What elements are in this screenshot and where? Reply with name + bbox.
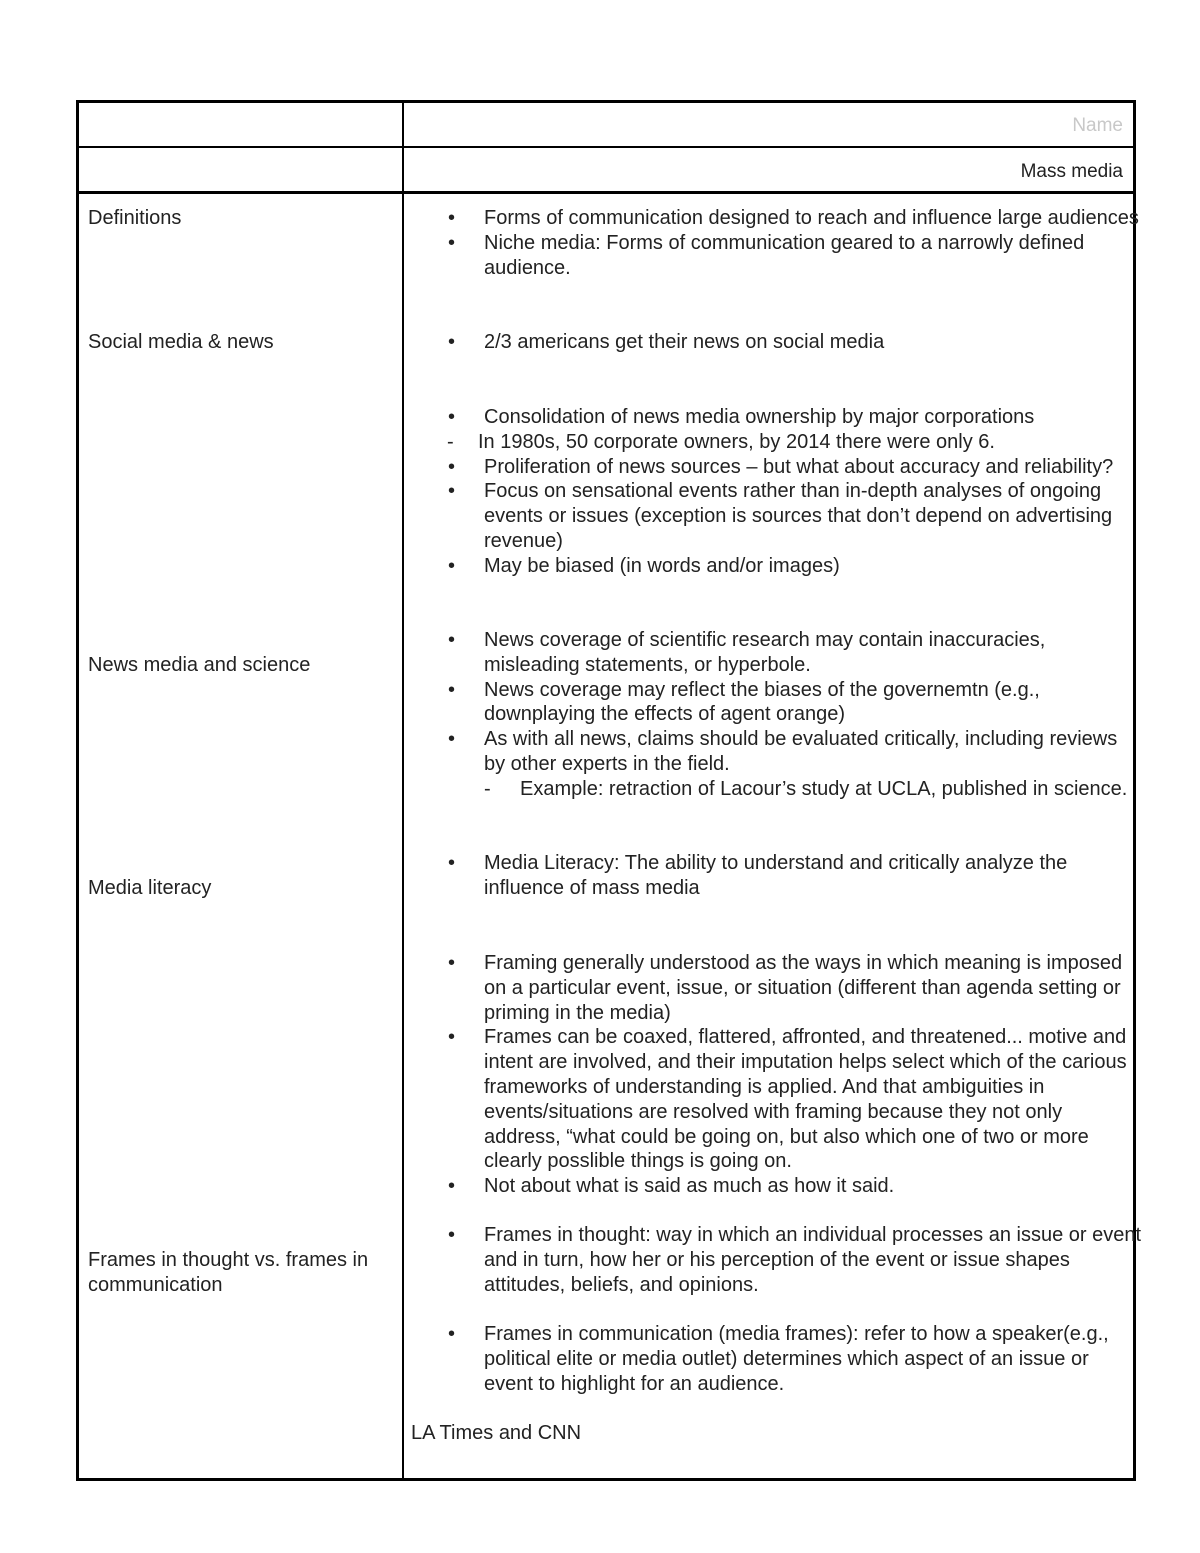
bullet: •: [448, 331, 456, 353]
list-item: • Consolidation of news media ownership by major corporations: [448, 406, 1035, 428]
bullet: •: [448, 852, 456, 874]
list-item: • News coverage of scientific research may contain inaccuracies, misleading statements, or hyperbole.: [448, 629, 1046, 676]
notes-table: [76, 100, 1142, 1481]
label-definitions: Definitions: [88, 207, 182, 229]
science-notes: [442, 628, 1142, 802]
list-item: • As with all news, claims should be evaluated critically, including reviews by other experts in the field.: [448, 728, 1118, 775]
bullet: •: [448, 1224, 456, 1246]
list-item: • Focus on sensational events rather than in-depth analyses of ongoing events or issues (exception is sources that don’t depend on advertising revenue): [448, 480, 1113, 552]
list-item: • Proliferation of news sources – but what about accuracy and reliability?: [448, 455, 1114, 478]
label-news-science: News media and science: [88, 654, 311, 676]
framing-notes: [442, 951, 1142, 1199]
list-item: • Frames can be coaxed, flattered, affronted, and threatened... motive and intent are involved, and their imputation helps select which of the carious frameworks of understanding is applied. And that ambiguities in events/situations are resolved with framing because they not only address, “what could be going on, but also which one of two or more clearly posslible things is going on.: [448, 1026, 1127, 1173]
row-divider: [79, 191, 1133, 194]
label-social-media: Social media & news: [88, 331, 274, 353]
frames-thought-notes: [442, 1223, 1142, 1297]
list-item: • Not about what is said as much as how it said.: [448, 1175, 895, 1198]
bullet: •: [448, 1175, 456, 1198]
bullet: •: [448, 554, 456, 577]
social-media-notes: [442, 330, 1142, 355]
sub-item: - Example: retraction of Lacour’s study at UCLA, published in science.: [484, 777, 1128, 800]
list-item: • Niche media: Forms of communication geared to a narrowly defined audience.: [448, 231, 1085, 279]
name-field: Name: [1072, 115, 1123, 136]
bullet: •: [448, 678, 456, 701]
bullet: •: [448, 1323, 456, 1345]
bullet: •: [448, 629, 456, 651]
bullet: •: [448, 1026, 456, 1049]
row-divider: [79, 146, 1133, 148]
column-divider: [402, 103, 404, 1478]
bullet: •: [448, 406, 456, 428]
literacy-notes: [442, 851, 1142, 901]
list-item: • Frames in thought: way in which an individual processes an issue or event and in turn, how her or his perception of the event or issue shapes attitudes, beliefs, and opinions.: [448, 1224, 1142, 1296]
list-item: • May be biased (in words and/or images): [448, 554, 840, 577]
bullet: •: [448, 207, 456, 229]
list-item: • News coverage may reflect the biases of the governemtn (e.g., downplaying the effects of agent orange): [448, 678, 1040, 726]
label-frames: Frames in thought vs. frames in communication: [88, 1249, 369, 1296]
list-item: • Forms of communication designed to reach and influence large audiences: [448, 207, 1139, 229]
page-title: Mass media: [1020, 161, 1123, 182]
list-item: • 2/3 americans get their news on social media: [448, 331, 885, 353]
frames-comm-notes: [442, 1322, 1142, 1396]
label-media-literacy: Media literacy: [88, 877, 212, 899]
bullet: •: [448, 455, 456, 478]
ownership-notes: [442, 405, 1142, 579]
footer-note: LA Times and CNN: [411, 1422, 582, 1444]
bullet: •: [448, 480, 456, 503]
list-item: • Framing generally understood as the ways in which meaning is imposed on a particular event, issue, or situation (different than agenda setting or priming in the media): [448, 952, 1123, 1024]
sub-item: - In 1980s, 50 corporate owners, by 2014 there were only 6.: [447, 430, 995, 453]
list-item: • Frames in communication (media frames): refer to how a speaker(e.g., political elite or media outlet) determines which aspect of an issue or event to highlight for an audience.: [448, 1323, 1109, 1395]
dash: -: [447, 430, 454, 453]
list-item: • Media Literacy: The ability to understand and critically analyze the influence of mass media: [448, 852, 1068, 899]
bullet: •: [448, 728, 456, 751]
bullet: •: [448, 231, 456, 254]
dash: -: [484, 777, 491, 800]
definitions-notes: [442, 206, 1142, 280]
bullet: •: [448, 952, 456, 974]
